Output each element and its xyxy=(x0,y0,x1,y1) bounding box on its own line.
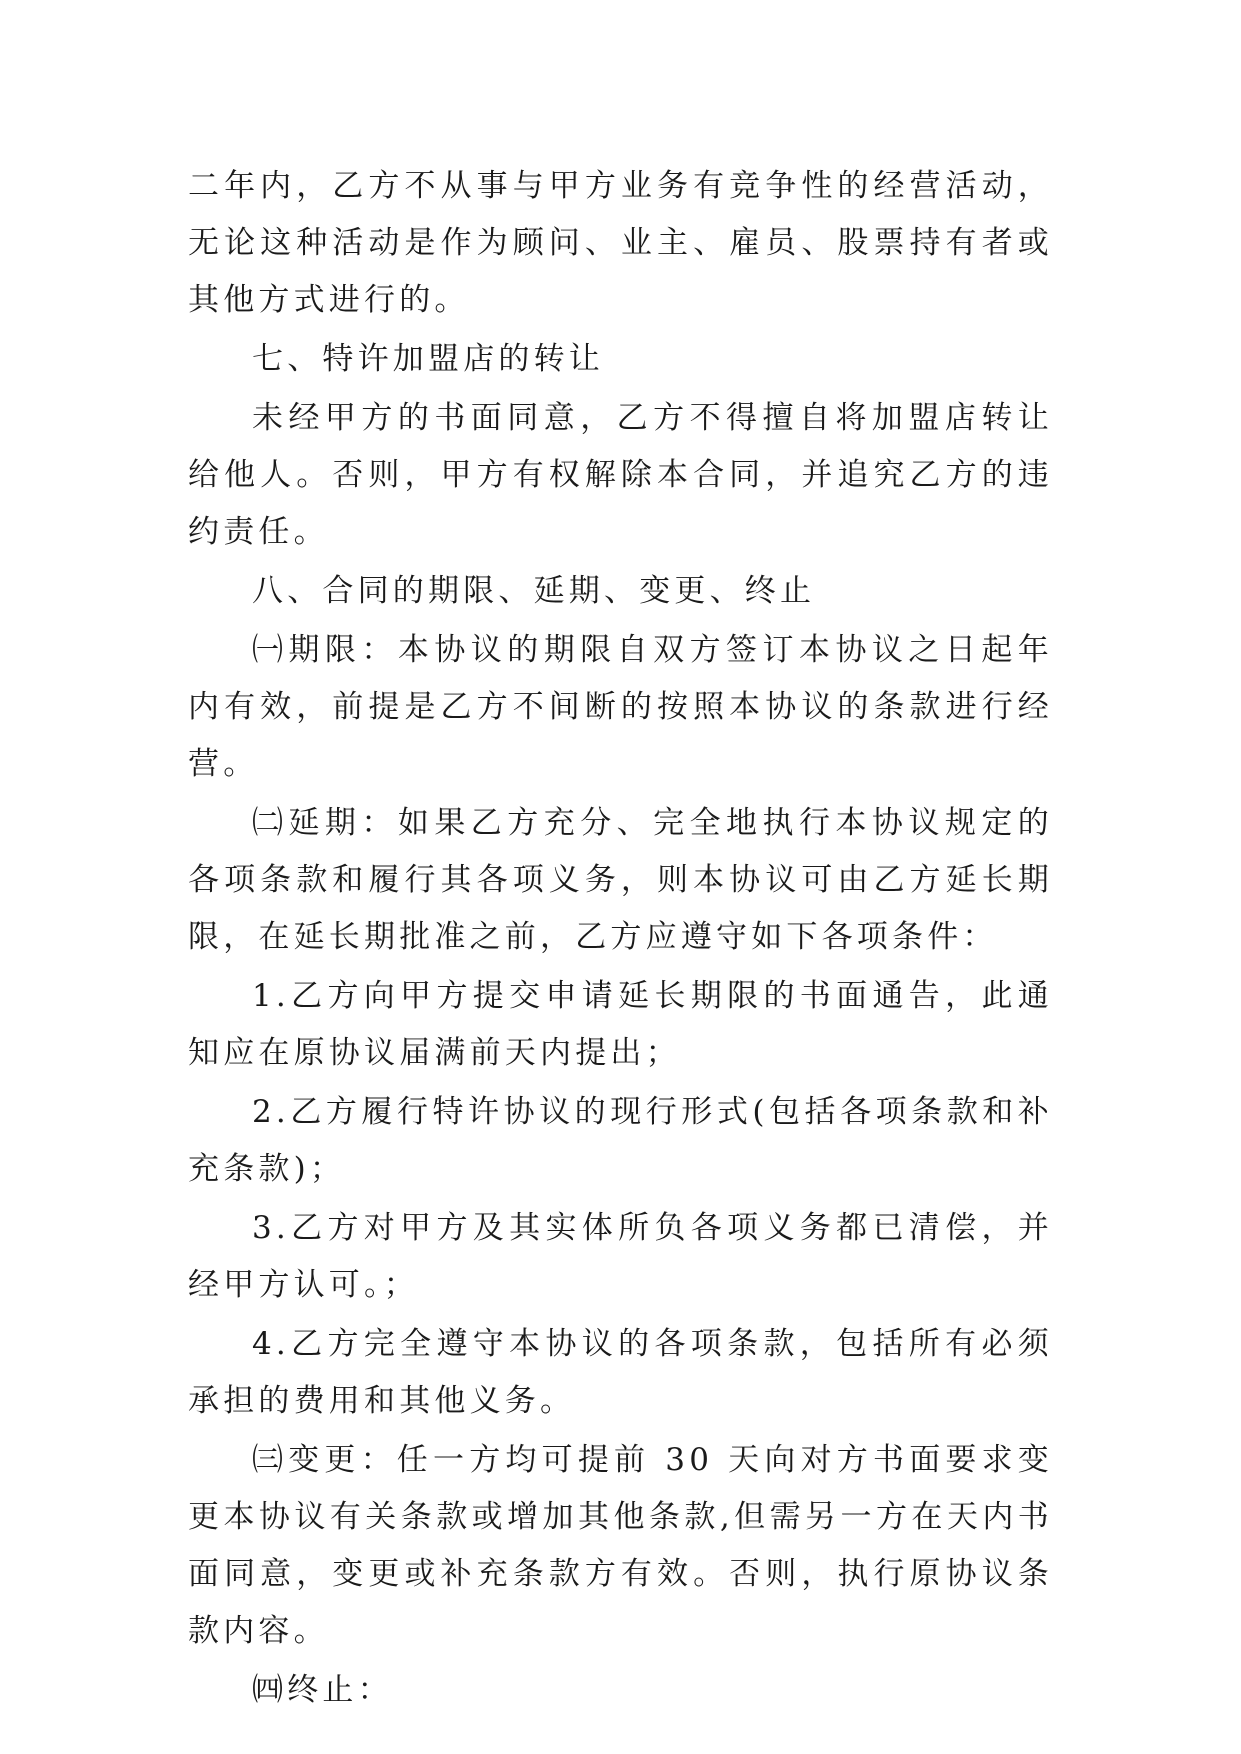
paragraph-term-change: ㈢变更：任一方均可提前 30 天向对方书面要求变更本协议有关条款或增加其他条款,但需另一方在天内书面同意，变更或补充条款方有效。否则，执行原协议条款内容。 xyxy=(188,1442,1053,1649)
document-page xyxy=(188,158,1053,1721)
paragraph-term-extension: ㈡延期：如果乙方充分、完全地执行本协议规定的各项条款和履行其各项义务，则本协议可由乙方延长期限，在延长期批准之前，乙方应遵守如下各项条件： xyxy=(188,805,1053,955)
paragraph-term-period: ㈠期限：本协议的期限自双方签订本协议之日起年内有效，前提是乙方不间断的按照本协议的条款进行经营。 xyxy=(188,632,1053,782)
paragraph-transfer-terms: 未经甲方的书面同意，乙方不得擅自将加盟店转让给他人。否则，甲方有权解除本合同，并追究乙方的违约责任。 xyxy=(188,400,1053,550)
section-heading-term: 八、合同的期限、延期、变更、终止 xyxy=(252,573,816,609)
paragraph-noncompete-continuation: 二年内，乙方不从事与甲方业务有竞争性的经营活动，无论这种活动是作为顾问、业主、雇员、股票持有者或其他方式进行的。 xyxy=(188,168,1053,318)
list-item-condition-3: 3.乙方对甲方及其实体所负各项义务都已清偿，并经甲方认可。； xyxy=(188,1210,1053,1303)
list-item-condition-2: 2.乙方履行特许协议的现行形式(包括各项条款和补充条款)； xyxy=(188,1094,1053,1187)
paragraph-term-termination: ㈣终止： xyxy=(252,1672,393,1708)
list-item-condition-1: 1.乙方向甲方提交申请延长期限的书面通告，此通知应在原协议届满前天内提出； xyxy=(188,978,1053,1071)
list-item-condition-4: 4.乙方完全遵守本协议的各项条款，包括所有必须承担的费用和其他义务。 xyxy=(188,1326,1053,1419)
section-heading-transfer: 七、特许加盟店的转让 xyxy=(252,341,604,377)
